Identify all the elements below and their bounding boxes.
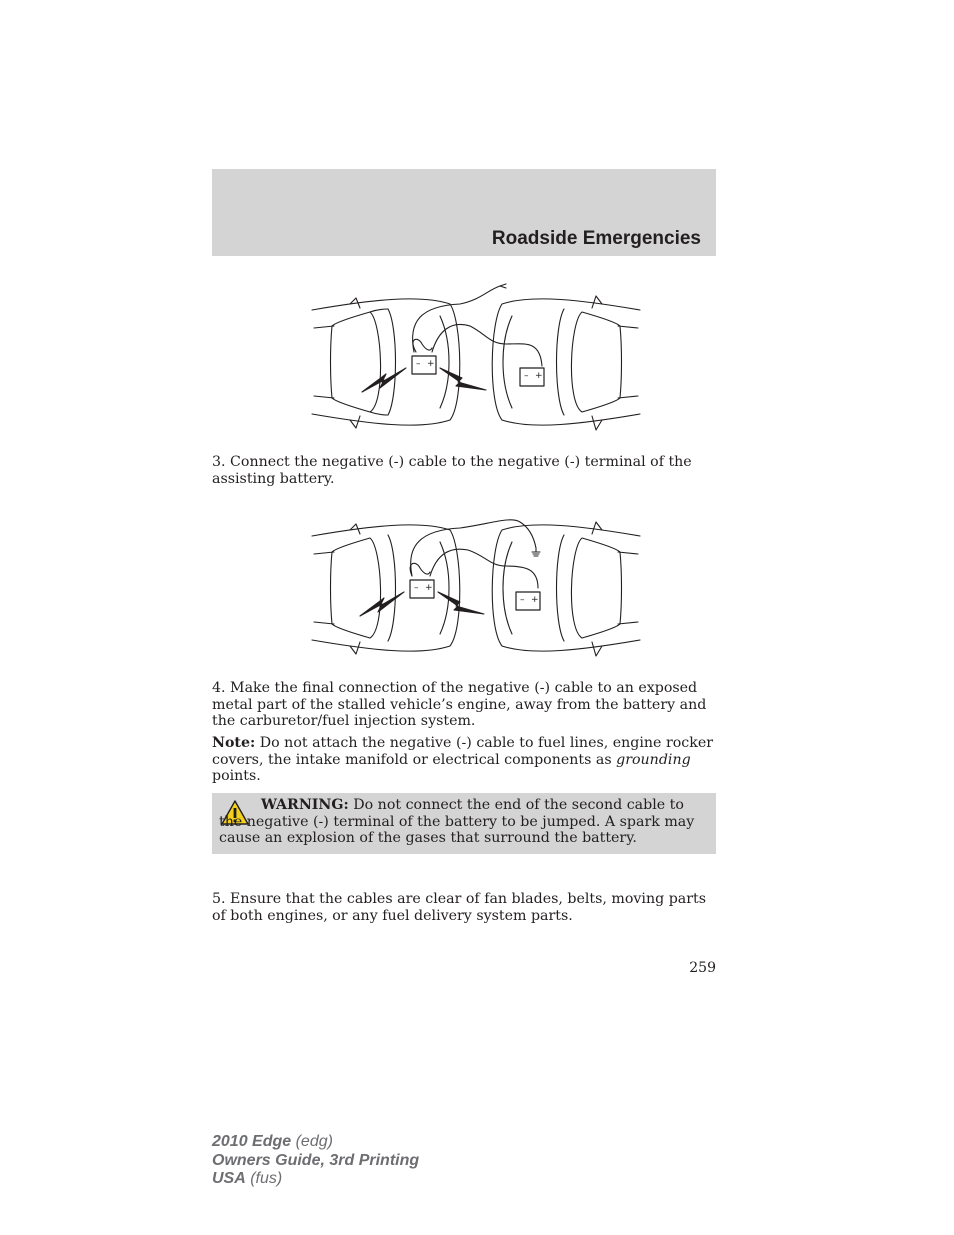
battery-positive-label: + — [425, 583, 433, 593]
stalled-battery — [410, 580, 434, 598]
spark-symbols — [360, 592, 484, 616]
warning-label: WARNING: — [261, 797, 349, 813]
assisting-vehicle-outline — [492, 296, 640, 430]
section-header-band — [212, 169, 716, 256]
note-label: Note: — [212, 735, 256, 751]
footer-model-line — [212, 1133, 419, 1152]
note-paragraph — [212, 735, 716, 785]
warning-message: Do not connect the end of the second cable to the negative (-) terminal of the battery to be jumped. A spark may cause an explosion of the gases that surround the battery. — [219, 797, 695, 847]
battery-positive-label: + — [531, 595, 539, 605]
stalled-battery — [412, 356, 436, 374]
footer-model-code: (edg) — [291, 1133, 333, 1150]
battery-negative-label: – — [414, 583, 419, 593]
note-text-end: points. — [212, 768, 261, 785]
jump-start-diagram-step-3 — [310, 282, 642, 442]
page-number: 259 — [689, 960, 716, 976]
battery-positive-label: + — [535, 371, 543, 381]
battery-negative-label: – — [416, 359, 421, 369]
footer-guide: Owners Guide, 3rd Printing — [212, 1151, 420, 1169]
step-4-text: 4. Make the final connection of the negative (-) cable to an exposed metal part of the stalled vehicle’s engine, away from the battery and the carburetor/fuel injection system. — [212, 680, 707, 730]
stalled-vehicle-outline — [312, 524, 460, 654]
battery-negative-label: – — [524, 371, 529, 381]
assisting-battery — [516, 592, 540, 610]
battery-negative-label: – — [520, 595, 525, 605]
step-3-text: 3. Connect the negative (-) cable to the negative (-) terminal of the assisting battery. — [212, 454, 692, 487]
footer-region: USA — [212, 1170, 246, 1187]
footer-region-code: (fus) — [245, 1170, 283, 1187]
section-title: Roadside Emergencies — [491, 228, 701, 249]
jumper-cables — [410, 520, 540, 588]
footer-model: 2010 Edge — [212, 1133, 292, 1150]
assisting-vehicle-outline — [492, 522, 640, 656]
note-text: Do not attach the negative (-) cable to fuel lines, engine rocker covers, the intake manifold or electrical components as — [212, 735, 714, 768]
footer — [212, 1133, 419, 1189]
jumper-cables — [413, 284, 542, 366]
warning-box — [212, 793, 716, 854]
note-emphasis: grounding — [616, 751, 691, 768]
warning-text — [219, 797, 699, 847]
stalled-vehicle-outline — [312, 298, 460, 428]
step-5-text: 5. Ensure that the cables are clear of fan blades, belts, moving parts of both engines, or any fuel delivery system parts. — [212, 891, 706, 924]
jump-start-diagram-step-4 — [310, 508, 642, 668]
battery-positive-label: + — [427, 359, 435, 369]
footer-region-line — [212, 1170, 419, 1189]
assisting-battery — [520, 368, 544, 386]
